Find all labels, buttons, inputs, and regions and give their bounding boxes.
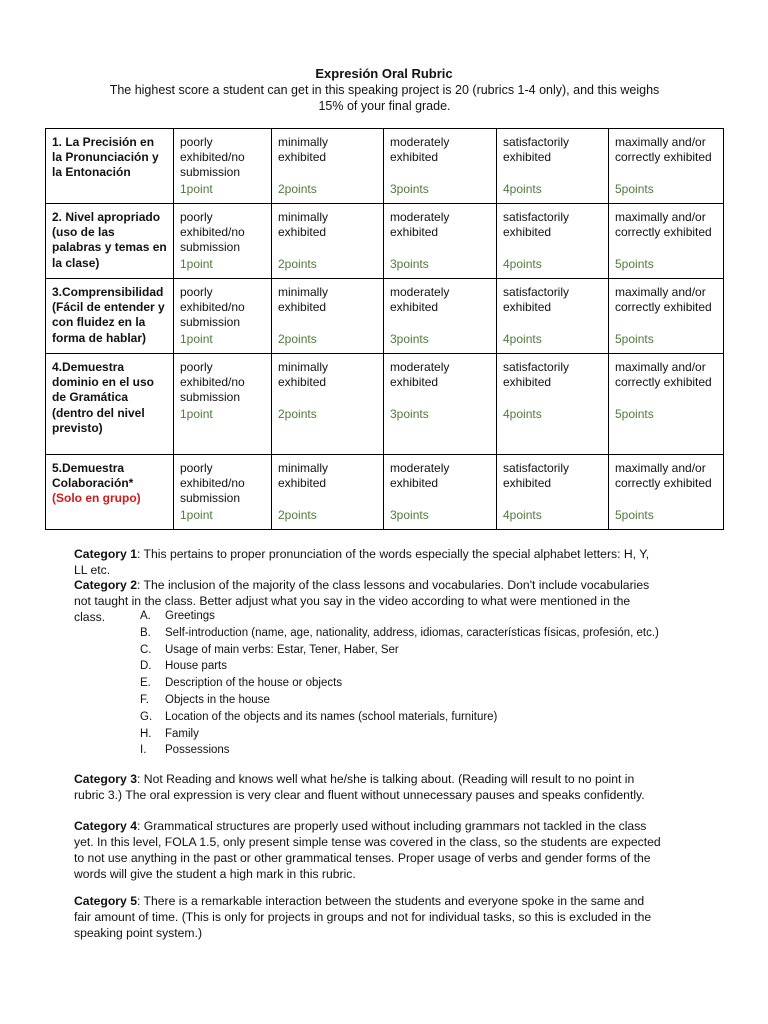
level-points: 4points	[503, 332, 542, 346]
list-item-text: Usage of main verbs: Estar, Tener, Haber, Ser	[165, 643, 399, 656]
rubric-table	[45, 128, 724, 530]
rubric-category-cell	[46, 455, 174, 530]
rubric-level-cell	[384, 204, 497, 279]
rubric-level-cell	[272, 455, 384, 530]
list-item-letter: A.	[140, 610, 151, 622]
level-description: maximally and/or correctly exhibited	[615, 135, 712, 165]
list-item-letter: C.	[140, 643, 152, 656]
rubric-level-cell	[384, 129, 497, 204]
rubric-category-cell	[46, 279, 174, 354]
list-item	[140, 608, 659, 625]
level-points: 5points	[615, 407, 654, 421]
level-points: 1point	[180, 182, 213, 196]
level-points: 4points	[503, 257, 542, 271]
level-points: 3points	[390, 508, 429, 522]
rubric-level-cell	[272, 204, 384, 279]
category-1-text: : This pertains to proper pronunciation of the words especially the special alphabet letters: H, Y, LL etc.	[74, 547, 650, 577]
rubric-level-cell	[384, 354, 497, 455]
list-item	[140, 675, 659, 692]
rubric-level-cell	[174, 279, 272, 354]
page-subtitle: The highest score a student can get in this speaking project is 20 (rubrics 1-4 only), and this weighs 15% of your final grade.	[109, 83, 660, 113]
rubric-level-cell	[272, 279, 384, 354]
level-points: 5points	[615, 257, 654, 271]
list-item-letter: I.	[140, 744, 147, 757]
list-item-text: Possessions	[165, 744, 230, 757]
level-description: poorly exhibited/no submission	[180, 135, 245, 180]
rubric-level-cell	[384, 279, 497, 354]
category-3-text: : Not Reading and knows well what he/she is talking about. (Reading will result to no point in rubric 3.) The oral expression is very clear and fluent without unnecessary pauses and speaks confidently.	[74, 772, 645, 802]
level-description: moderately exhibited	[390, 210, 450, 240]
rubric-category-label: 2. Nivel apropriado (uso de las palabras y temas en la clase)	[52, 210, 167, 270]
level-points: 2points	[278, 332, 317, 346]
rubric-level-cell	[609, 129, 724, 204]
rubric-category-label: 4.Demuestra dominio en el uso de Gramática (dentro del nivel previsto)	[52, 360, 155, 435]
level-points: 1point	[180, 407, 213, 421]
list-item-text: Self-introduction (name, age, nationality, address, idiomas, características físicas, profesión, etc.)	[165, 626, 659, 639]
rubric-level-cell	[174, 455, 272, 530]
level-points: 2points	[278, 508, 317, 522]
level-description: poorly exhibited/no submission	[180, 210, 245, 255]
rubric-level-cell	[609, 279, 724, 354]
list-item-letter: H.	[140, 727, 152, 740]
rubric-category-note: (Solo en grupo)	[52, 491, 141, 506]
rubric-category-label: 1. La Precisión en la Pronunciación y la Entonación	[52, 135, 159, 180]
list-item	[140, 742, 659, 759]
list-item-letter: B.	[140, 626, 151, 639]
list-item-letter: E.	[140, 677, 151, 690]
rubric-level-cell	[497, 129, 609, 204]
list-item	[140, 642, 659, 659]
rubric-level-cell	[497, 279, 609, 354]
rubric-category-cell	[46, 129, 174, 204]
level-points: 4points	[503, 407, 542, 421]
category-2-list	[140, 608, 659, 759]
list-item-text: Greetings	[165, 610, 215, 622]
level-points: 3points	[390, 257, 429, 271]
level-points: 1point	[180, 508, 213, 522]
level-description: moderately exhibited	[390, 461, 450, 491]
level-description: poorly exhibited/no submission	[180, 360, 245, 405]
rubric-level-cell	[609, 204, 724, 279]
category-4-label: Category 4	[74, 819, 137, 833]
category-2-label: Category 2	[74, 578, 137, 592]
category-3-label: Category 3	[74, 772, 137, 786]
rubric-level-cell	[174, 354, 272, 455]
rubric-level-cell	[272, 354, 384, 455]
level-points: 2points	[278, 257, 317, 271]
level-description: satisfactorily exhibited	[503, 285, 570, 315]
level-description: satisfactorily exhibited	[503, 135, 570, 165]
rubric-level-cell	[272, 129, 384, 204]
level-points: 3points	[390, 182, 429, 196]
rubric-category-cell	[46, 354, 174, 455]
level-description: minimally exhibited	[278, 135, 329, 165]
list-item-letter: G.	[140, 710, 153, 723]
level-description: poorly exhibited/no submission	[180, 285, 245, 330]
rubric-level-cell	[384, 455, 497, 530]
list-item	[140, 625, 659, 642]
level-points: 5points	[615, 332, 654, 346]
rubric-level-cell	[174, 129, 272, 204]
category-3-note	[74, 771, 662, 803]
level-description: satisfactorily exhibited	[503, 461, 570, 491]
rubric-category-label: 5.Demuestra Colaboración*	[52, 461, 134, 491]
rubric-category-label: 3.Comprensibilidad (Fácil de entender y con fluidez en la forma de hablar)	[52, 285, 165, 345]
list-item-text: Description of the house or objects	[165, 677, 343, 690]
level-points: 4points	[503, 182, 542, 196]
level-points: 2points	[278, 182, 317, 196]
rubric-level-cell	[497, 354, 609, 455]
level-description: maximally and/or correctly exhibited	[615, 210, 712, 240]
rubric-level-cell	[497, 455, 609, 530]
list-item-text: Location of the objects and its names (school materials, furniture)	[165, 710, 498, 723]
level-points: 3points	[390, 332, 429, 346]
level-description: minimally exhibited	[278, 360, 329, 390]
level-description: poorly exhibited/no submission	[180, 461, 245, 506]
level-description: minimally exhibited	[278, 210, 329, 240]
level-points: 1point	[180, 257, 213, 271]
level-description: satisfactorily exhibited	[503, 360, 570, 390]
page-title: Expresión Oral Rubric	[315, 66, 453, 81]
list-item	[140, 692, 659, 709]
level-points: 1point	[180, 332, 213, 346]
rubric-level-cell	[609, 455, 724, 530]
level-description: moderately exhibited	[390, 135, 450, 165]
level-description: maximally and/or correctly exhibited	[615, 461, 712, 491]
level-points: 2points	[278, 407, 317, 421]
category-1-note	[74, 546, 662, 578]
rubric-row	[46, 129, 724, 204]
level-description: minimally exhibited	[278, 285, 329, 315]
category-4-note	[74, 818, 662, 882]
category-5-text: : There is a remarkable interaction between the students and everyone spoke in the same and fair amount of time. (This is only for projects in groups and not for individual tasks, so this is excluded in the speaking point system.)	[74, 894, 652, 940]
level-description: maximally and/or correctly exhibited	[615, 285, 712, 315]
level-points: 3points	[390, 407, 429, 421]
level-description: satisfactorily exhibited	[503, 210, 570, 240]
list-item	[140, 658, 659, 675]
rubric-row	[46, 455, 724, 530]
list-item	[140, 709, 659, 726]
rubric-category-cell	[46, 204, 174, 279]
level-description: moderately exhibited	[390, 360, 450, 390]
rubric-row	[46, 354, 724, 455]
rubric-level-cell	[174, 204, 272, 279]
rubric-level-cell	[497, 204, 609, 279]
category-2-text: : The inclusion of the majority of the class lessons and vocabularies. Don't include vocabularies not taught in the class. Better adjust what you say in the video according to what were mentioned in the class.	[74, 578, 650, 624]
rubric-row	[46, 279, 724, 354]
level-points: 4points	[503, 508, 542, 522]
level-points: 5points	[615, 508, 654, 522]
level-description: maximally and/or correctly exhibited	[615, 360, 712, 390]
rubric-row	[46, 204, 724, 279]
list-item-letter: F.	[140, 693, 149, 706]
list-item-text: Family	[165, 727, 199, 740]
list-item-text: Objects in the house	[165, 693, 270, 706]
category-5-label: Category 5	[74, 894, 137, 908]
category-4-text: : Grammatical structures are properly used without including grammars not tackled in the class yet. In this level, FOLA 1.5, only present simple tense was covered in the class, so the students are expected to not use anything in the past or other grammatical tenses. Proper usage of verbs and gender forms of the words will give the student a high mark in this rubric.	[74, 819, 661, 881]
list-item-letter: D.	[140, 660, 152, 673]
category-5-note	[74, 893, 662, 941]
rubric-level-cell	[609, 354, 724, 455]
list-item	[140, 726, 659, 743]
level-description: minimally exhibited	[278, 461, 329, 491]
level-description: moderately exhibited	[390, 285, 450, 315]
level-points: 5points	[615, 182, 654, 196]
category-1-label: Category 1	[74, 547, 137, 561]
list-item-text: House parts	[165, 660, 228, 673]
